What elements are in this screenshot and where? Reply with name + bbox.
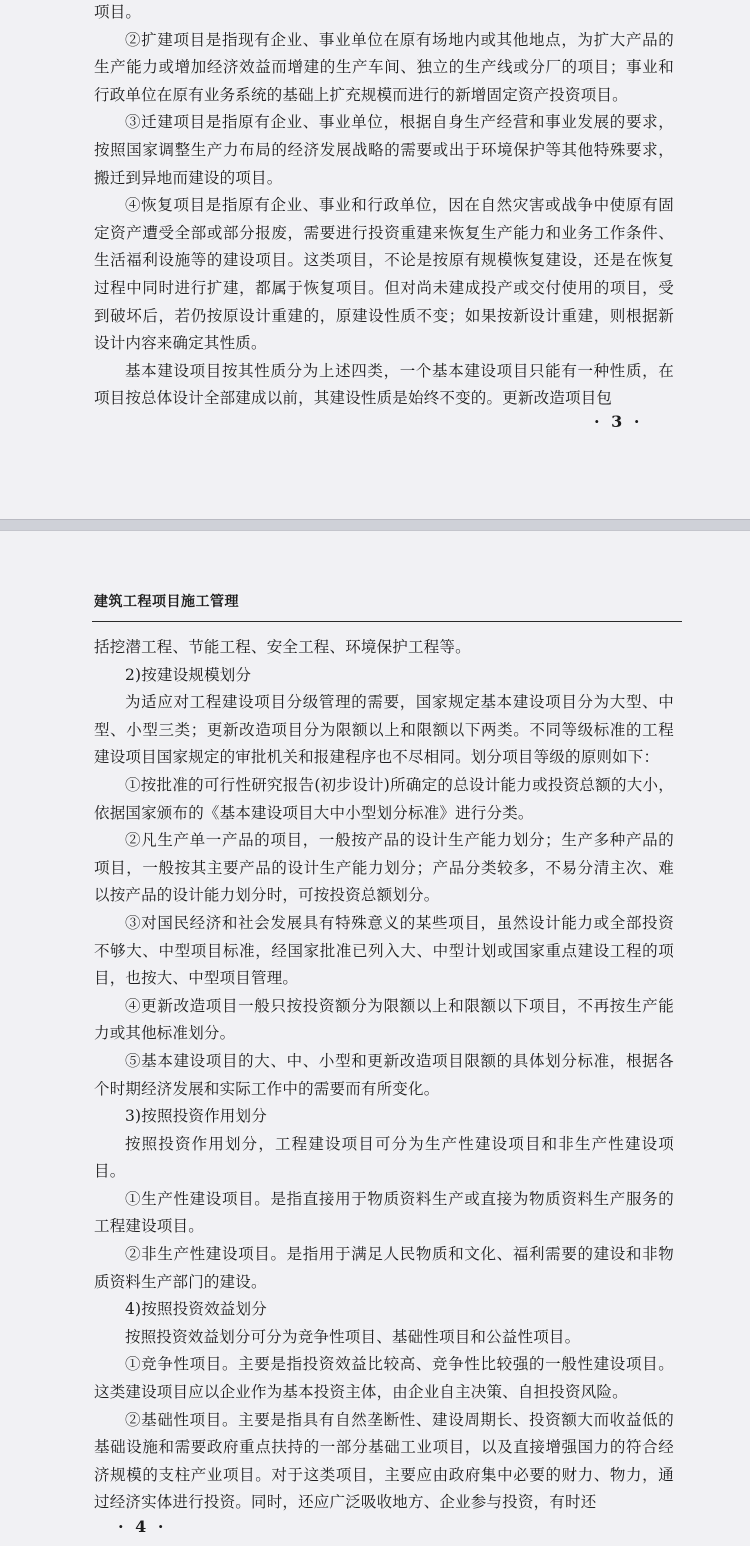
paragraph: ①竞争性项目。主要是指投资效益比较高、竞争性比较强的一般性建设项目。这类建设项目应以企业作为基本投资主体，由企业自主决策、自担投资风险。 — [94, 1355, 674, 1402]
section-heading: 4)按照投资效益划分 — [125, 1300, 267, 1319]
section-heading: 2)按建设规模划分 — [125, 665, 252, 684]
paragraph: ④更新改造项目一般只按投资额分为限额以上和限额以下项目，不再按生产能力或其他标准划分。 — [94, 996, 674, 1043]
paragraph: 项目。 — [94, 3, 142, 21]
paragraph: ③迁建项目是指原有企业、事业单位，根据自身生产经营和事业发展的要求，按照国家调整生产力布局的经济发展战略的需要或出于环境保护等其他特殊要求，搬迁到异地而建设的项目。 — [94, 113, 674, 187]
paragraph: 为适应对工程建设项目分级管理的需要，国家规定基本建设项目分为大型、中型、小型三类；更新改造项目分为限额以上和限额以下两类。不同等级标准的工程建设项目国家规定的审批机关和报建程序也不尽相同。划分项目等级的原则如下： — [94, 693, 674, 767]
paragraph: ②基础性项目。主要是指具有自然垄断性、建设周期长、投资额大而收益低的基础设施和需要政府重点扶持的一部分基础工业项目，以及直接增强国力的符合经济规模的支柱产业项目。对于这类项目，主要应由政府集中必要的财力、物力，通过经济实体进行投资。同时，还应广泛吸收地方、企业参与投资，有时还 — [94, 1410, 674, 1512]
paragraph: 按照投资作用划分，工程建设项目可分为生产性建设项目和非生产性建设项目。 — [94, 1134, 674, 1181]
paragraph: 基本建设项目按其性质分为上述四类，一个基本建设项目只能有一种性质，在项目按总体设计全部建成以前，其建设性质是始终不变的。更新改造项目包 — [94, 361, 674, 408]
paragraph: ②凡生产单一产品的项目，一般按产品的设计生产能力划分；生产多种产品的项目，一般按其主要产品的设计生产能力划分；产品分类较多，不易分清主次、难以按产品的设计能力划分时，可按投资总额划分。 — [94, 831, 674, 905]
paragraph: ②非生产性建设项目。是指用于满足人民物质和文化、福利需要的建设和非物质资料生产部门的建设。 — [94, 1245, 674, 1291]
paragraph: ①生产性建设项目。是指直接用于物质资料生产或直接为物质资料生产服务的工程建设项目。 — [94, 1189, 674, 1236]
paragraph: ①按批准的可行性研究报告(初步设计)所确定的总设计能力或投资总额的大小，依据国家颁布的《基本建设项目大中小型划分标准》进行分类。 — [94, 775, 674, 822]
paragraph: ⑤基本建设项目的大、中、小型和更新改造项目限额的具体划分标准，根据各个时期经济发展和实际工作中的需要而有所变化。 — [94, 1051, 674, 1098]
running-header: 建筑工程项目施工管理 — [94, 594, 239, 610]
page-4-body-text — [94, 634, 674, 1517]
page-number: · 3 · — [594, 412, 643, 431]
header-rule — [92, 621, 682, 622]
page-3-body-text — [94, 0, 674, 413]
paragraph: ④恢复项目是指原有企业、事业和行政单位，因在自然灾害或战争中使原有固定资产遭受全部或部分报废，需要进行投资重建来恢复生产能力和业务工作条件、生活福利设施等的建设项目。这类项目，不论是按原有规模恢复建设，还是在恢复过程中同时进行扩建，都属于恢复项目。但对尚未建成投产或交付使用的项目，受到破坏后，若仍按原设计重建的，原建设性质不变；如果按新设计重建，则根据新设计内容来确定其性质。 — [94, 196, 674, 353]
paragraph: ③对国民经济和社会发展具有特殊意义的某些项目，虽然设计能力或全部投资不够大、中型项目标准，经国家批准已列入大、中型计划或国家重点建设工程的项目，也按大、中型项目管理。 — [94, 913, 674, 988]
paragraph: ②扩建项目是指现有企业、事业单位在原有场地内或其他地点，为扩大产品的生产能力或增加经济效益而增建的生产车间、独立的生产线或分厂的项目；事业和行政单位在原有业务系统的基础上扩充规模而进行的新增固定资产投资项目。 — [94, 30, 674, 104]
paragraph: 按照投资效益划分可分为竞争性项目、基础性项目和公益性项目。 — [125, 1327, 581, 1346]
section-heading: 3)按照投资作用划分 — [125, 1107, 267, 1126]
paragraph: 括挖潜工程、节能工程、安全工程、环境保护工程等。 — [94, 638, 471, 656]
book-page-3 — [0, 0, 750, 520]
book-page-4 — [0, 530, 750, 1546]
page-number: · 4 · — [118, 1517, 167, 1536]
